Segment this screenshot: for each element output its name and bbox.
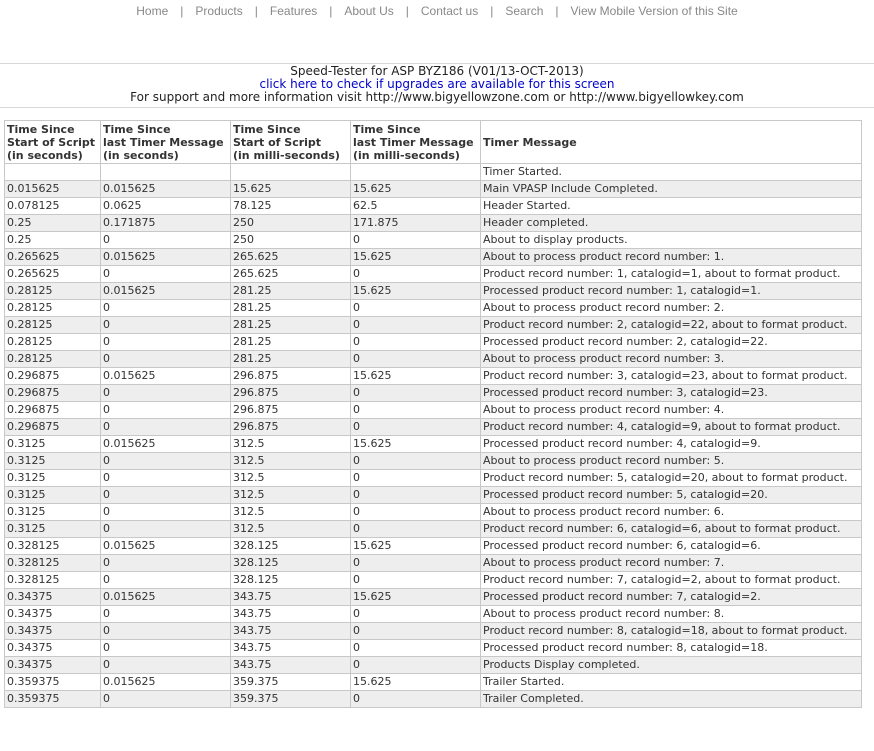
table-cell: 0.28125 bbox=[5, 351, 101, 368]
table-cell: 0.3125 bbox=[5, 470, 101, 487]
col-header-last-ms: Time Since last Timer Message (in milli-seconds) bbox=[351, 121, 481, 164]
table-cell: 0 bbox=[101, 521, 231, 538]
table-cell: 343.75 bbox=[231, 623, 351, 640]
table-cell: 0 bbox=[351, 317, 481, 334]
table-cell: 0.015625 bbox=[101, 538, 231, 555]
table-cell: Main VPASP Include Completed. bbox=[481, 181, 862, 198]
table-cell: 281.25 bbox=[231, 283, 351, 300]
nav-link-about-us[interactable]: About Us bbox=[344, 4, 394, 18]
table-cell: 0 bbox=[101, 266, 231, 283]
col-header-message: Timer Message bbox=[481, 121, 862, 164]
table-row bbox=[5, 249, 862, 266]
table-cell: 0 bbox=[101, 623, 231, 640]
table-cell: About to display products. bbox=[481, 232, 862, 249]
table-cell: 0 bbox=[101, 487, 231, 504]
table-cell: 250 bbox=[231, 232, 351, 249]
nav-separator: | bbox=[490, 4, 494, 18]
table-cell: About to process product record number: 4. bbox=[481, 402, 862, 419]
table-row bbox=[5, 657, 862, 674]
table-cell: 0.296875 bbox=[5, 419, 101, 436]
table-cell: 0.3125 bbox=[5, 521, 101, 538]
table-cell: Product record number: 5, catalogid=20, about to format product. bbox=[481, 470, 862, 487]
table-cell bbox=[5, 164, 101, 181]
table-cell: 0 bbox=[351, 657, 481, 674]
table-cell: 265.625 bbox=[231, 266, 351, 283]
table-cell: 0.015625 bbox=[101, 674, 231, 691]
table-cell: 0 bbox=[351, 402, 481, 419]
table-row bbox=[5, 555, 862, 572]
col-header-last-seconds: Time Since last Timer Message (in seconds) bbox=[101, 121, 231, 164]
table-row bbox=[5, 470, 862, 487]
table-cell: 62.5 bbox=[351, 198, 481, 215]
table-cell: Header Started. bbox=[481, 198, 862, 215]
table-row bbox=[5, 674, 862, 691]
table-cell: Processed product record number: 4, catalogid=9. bbox=[481, 436, 862, 453]
table-cell: 0 bbox=[101, 419, 231, 436]
table-cell: 0 bbox=[101, 402, 231, 419]
table-row bbox=[5, 453, 862, 470]
table-cell: 0 bbox=[101, 232, 231, 249]
table-row bbox=[5, 232, 862, 249]
table-cell: 343.75 bbox=[231, 606, 351, 623]
table-cell: Product record number: 7, catalogid=2, about to format product. bbox=[481, 572, 862, 589]
nav-link-view-mobile-version-of-this-site[interactable]: View Mobile Version of this Site bbox=[570, 4, 738, 18]
table-cell: 281.25 bbox=[231, 334, 351, 351]
table-cell: Processed product record number: 2, catalogid=22. bbox=[481, 334, 862, 351]
table-cell: Processed product record number: 6, catalogid=6. bbox=[481, 538, 862, 555]
table-row bbox=[5, 300, 862, 317]
table-cell: 0 bbox=[351, 300, 481, 317]
nav-separator: | bbox=[405, 4, 409, 18]
table-cell: 281.25 bbox=[231, 351, 351, 368]
table-cell: 312.5 bbox=[231, 504, 351, 521]
table-cell: 0 bbox=[101, 453, 231, 470]
table-cell: 0 bbox=[101, 504, 231, 521]
table-cell: 0 bbox=[101, 385, 231, 402]
table-cell: 15.625 bbox=[351, 538, 481, 555]
table-row bbox=[5, 164, 862, 181]
table-cell: 312.5 bbox=[231, 521, 351, 538]
table-cell: About to process product record number: 8. bbox=[481, 606, 862, 623]
table-cell: 0 bbox=[101, 572, 231, 589]
table-cell: 171.875 bbox=[351, 215, 481, 232]
table-row bbox=[5, 606, 862, 623]
table-cell: 0.296875 bbox=[5, 368, 101, 385]
table-row bbox=[5, 691, 862, 708]
table-cell: 0.34375 bbox=[5, 623, 101, 640]
table-cell: 0 bbox=[351, 691, 481, 708]
table-cell: 0 bbox=[351, 385, 481, 402]
table-cell: 0 bbox=[101, 351, 231, 368]
table-row bbox=[5, 521, 862, 538]
table-cell: 0 bbox=[351, 266, 481, 283]
table-cell: 343.75 bbox=[231, 657, 351, 674]
table-cell: 0 bbox=[101, 606, 231, 623]
table-cell: About to process product record number: 6. bbox=[481, 504, 862, 521]
table-row bbox=[5, 317, 862, 334]
table-cell: 312.5 bbox=[231, 453, 351, 470]
table-cell: 15.625 bbox=[351, 249, 481, 266]
table-cell: 0.34375 bbox=[5, 640, 101, 657]
table-cell: 0.25 bbox=[5, 215, 101, 232]
table-cell: 0 bbox=[351, 572, 481, 589]
table-cell: 0 bbox=[351, 232, 481, 249]
table-cell: Trailer Started. bbox=[481, 674, 862, 691]
table-body bbox=[5, 164, 862, 708]
table-cell: 265.625 bbox=[231, 249, 351, 266]
page-header bbox=[0, 64, 874, 108]
table-row bbox=[5, 538, 862, 555]
table-cell bbox=[231, 164, 351, 181]
nav-separator: | bbox=[555, 4, 559, 18]
table-cell: 0.28125 bbox=[5, 300, 101, 317]
table-cell: About to process product record number: 7. bbox=[481, 555, 862, 572]
table-cell: 0 bbox=[351, 623, 481, 640]
table-cell: 0.328125 bbox=[5, 538, 101, 555]
table-row bbox=[5, 640, 862, 657]
table-cell: Trailer Completed. bbox=[481, 691, 862, 708]
table-cell: 296.875 bbox=[231, 402, 351, 419]
table-row bbox=[5, 334, 862, 351]
table-cell: Processed product record number: 8, catalogid=18. bbox=[481, 640, 862, 657]
nav-link-contact-us[interactable]: Contact us bbox=[420, 4, 479, 18]
table-row bbox=[5, 266, 862, 283]
table-cell: 0.015625 bbox=[101, 283, 231, 300]
table-cell: 0 bbox=[351, 487, 481, 504]
table-cell: 0.3125 bbox=[5, 487, 101, 504]
table-cell: 0 bbox=[101, 470, 231, 487]
table-row bbox=[5, 402, 862, 419]
table-cell bbox=[351, 164, 481, 181]
table-cell: 78.125 bbox=[231, 198, 351, 215]
support-text: For support and more information visit http://www.bigyellowzone.com or http://www.bigyellowkey.com bbox=[130, 90, 744, 104]
table-cell: Products Display completed. bbox=[481, 657, 862, 674]
nav-separator: | bbox=[329, 4, 333, 18]
table-cell: 15.625 bbox=[351, 589, 481, 606]
table-cell: Product record number: 1, catalogid=1, about to format product. bbox=[481, 266, 862, 283]
table-cell: 281.25 bbox=[231, 300, 351, 317]
timer-table bbox=[4, 120, 862, 708]
table-row bbox=[5, 419, 862, 436]
table-cell: 0 bbox=[351, 351, 481, 368]
table-cell: 312.5 bbox=[231, 487, 351, 504]
table-row bbox=[5, 572, 862, 589]
table-cell: Product record number: 3, catalogid=23, about to format product. bbox=[481, 368, 862, 385]
table-cell: 0.3125 bbox=[5, 504, 101, 521]
table-row bbox=[5, 436, 862, 453]
table-cell: 0.328125 bbox=[5, 555, 101, 572]
table-cell: About to process product record number: 2. bbox=[481, 300, 862, 317]
table-row bbox=[5, 368, 862, 385]
table-cell: 0 bbox=[351, 419, 481, 436]
table-cell: 0 bbox=[101, 300, 231, 317]
table-cell: 0.078125 bbox=[5, 198, 101, 215]
table-cell: 0 bbox=[351, 640, 481, 657]
table-cell: Product record number: 6, catalogid=6, about to format product. bbox=[481, 521, 862, 538]
table-cell: About to process product record number: 3. bbox=[481, 351, 862, 368]
table-cell: 0.34375 bbox=[5, 589, 101, 606]
table-cell: 0.296875 bbox=[5, 385, 101, 402]
col-header-start-ms: Time Since Start of Script (in milli-seconds) bbox=[231, 121, 351, 164]
table-cell: 0.3125 bbox=[5, 436, 101, 453]
table-cell: 328.125 bbox=[231, 538, 351, 555]
table-row bbox=[5, 504, 862, 521]
table-cell: 343.75 bbox=[231, 640, 351, 657]
table-row bbox=[5, 283, 862, 300]
table-cell: 0 bbox=[101, 691, 231, 708]
table-cell: 0.359375 bbox=[5, 674, 101, 691]
table-cell: 0.015625 bbox=[101, 181, 231, 198]
table-cell: 0.015625 bbox=[101, 436, 231, 453]
table-cell: 0 bbox=[351, 334, 481, 351]
table-row bbox=[5, 487, 862, 504]
table-cell: 0 bbox=[101, 640, 231, 657]
table-cell: Timer Started. bbox=[481, 164, 862, 181]
table-cell: 0.3125 bbox=[5, 453, 101, 470]
table-cell: 0.28125 bbox=[5, 317, 101, 334]
table-cell: 0 bbox=[351, 521, 481, 538]
page-title: Speed-Tester for ASP BYZ186 (V01/13-OCT-2013) bbox=[290, 64, 584, 78]
table-cell: 15.625 bbox=[351, 368, 481, 385]
table-cell: 0.296875 bbox=[5, 402, 101, 419]
table-cell bbox=[101, 164, 231, 181]
table-cell: 312.5 bbox=[231, 436, 351, 453]
table-header-row bbox=[5, 121, 862, 164]
nav-separator: | bbox=[254, 4, 258, 18]
table-cell: 0.359375 bbox=[5, 691, 101, 708]
table-cell: Processed product record number: 7, catalogid=2. bbox=[481, 589, 862, 606]
table-cell: 312.5 bbox=[231, 470, 351, 487]
table-cell: 0.328125 bbox=[5, 572, 101, 589]
table-cell: 0.28125 bbox=[5, 334, 101, 351]
table-row bbox=[5, 385, 862, 402]
nav-link-search[interactable]: Search bbox=[505, 4, 544, 18]
table-cell: 0 bbox=[101, 334, 231, 351]
nav-link-home[interactable]: Home bbox=[136, 4, 169, 18]
table-cell: 15.625 bbox=[351, 436, 481, 453]
table-cell: 0.34375 bbox=[5, 606, 101, 623]
table-cell: Product record number: 8, catalogid=18, about to format product. bbox=[481, 623, 862, 640]
table-cell: 0 bbox=[351, 504, 481, 521]
table-cell: Product record number: 4, catalogid=9, about to format product. bbox=[481, 419, 862, 436]
table-cell: 0.015625 bbox=[101, 368, 231, 385]
nav-links bbox=[0, 4, 874, 18]
table-cell: 0.015625 bbox=[5, 181, 101, 198]
table-cell: 15.625 bbox=[351, 674, 481, 691]
table-cell: 0.265625 bbox=[5, 249, 101, 266]
table-cell: 296.875 bbox=[231, 419, 351, 436]
table-cell: 359.375 bbox=[231, 691, 351, 708]
table-cell: 0 bbox=[101, 555, 231, 572]
top-navigation bbox=[0, 0, 874, 64]
nav-separator: | bbox=[180, 4, 184, 18]
table-cell: 0.0625 bbox=[101, 198, 231, 215]
table-row bbox=[5, 589, 862, 606]
table-cell: 0.34375 bbox=[5, 657, 101, 674]
table-cell: 15.625 bbox=[351, 283, 481, 300]
table-cell: 0 bbox=[351, 453, 481, 470]
table-row bbox=[5, 198, 862, 215]
table-cell: 296.875 bbox=[231, 368, 351, 385]
table-cell: Header completed. bbox=[481, 215, 862, 232]
table-cell: Processed product record number: 1, catalogid=1. bbox=[481, 283, 862, 300]
table-row bbox=[5, 623, 862, 640]
table-cell: 281.25 bbox=[231, 317, 351, 334]
table-cell: 0.265625 bbox=[5, 266, 101, 283]
table-cell: 0.25 bbox=[5, 232, 101, 249]
table-cell: 15.625 bbox=[231, 181, 351, 198]
table-cell: Processed product record number: 5, catalogid=20. bbox=[481, 487, 862, 504]
table-cell: 343.75 bbox=[231, 589, 351, 606]
table-cell: 0.28125 bbox=[5, 283, 101, 300]
table-cell: 15.625 bbox=[351, 181, 481, 198]
table-cell: 0.171875 bbox=[101, 215, 231, 232]
table-row bbox=[5, 351, 862, 368]
table-cell: About to process product record number: 1. bbox=[481, 249, 862, 266]
table-cell: 328.125 bbox=[231, 555, 351, 572]
table-cell: 0 bbox=[351, 555, 481, 572]
table-cell: 0 bbox=[351, 470, 481, 487]
nav-link-products[interactable]: Products bbox=[195, 4, 243, 18]
table-row bbox=[5, 181, 862, 198]
table-cell: Processed product record number: 3, catalogid=23. bbox=[481, 385, 862, 402]
nav-link-features[interactable]: Features bbox=[269, 4, 318, 18]
col-header-start-seconds: Time Since Start of Script (in seconds) bbox=[5, 121, 101, 164]
table-cell: About to process product record number: 5. bbox=[481, 453, 862, 470]
table-cell: 0.015625 bbox=[101, 589, 231, 606]
table-cell: 0 bbox=[351, 606, 481, 623]
table-cell: Product record number: 2, catalogid=22, about to format product. bbox=[481, 317, 862, 334]
upgrade-check-link[interactable]: click here to check if upgrades are available for this screen bbox=[259, 77, 615, 91]
table-cell: 0 bbox=[101, 317, 231, 334]
table-cell: 250 bbox=[231, 215, 351, 232]
table-cell: 0.015625 bbox=[101, 249, 231, 266]
table-cell: 359.375 bbox=[231, 674, 351, 691]
table-cell: 328.125 bbox=[231, 572, 351, 589]
table-cell: 0 bbox=[101, 657, 231, 674]
table-cell: 296.875 bbox=[231, 385, 351, 402]
table-row bbox=[5, 215, 862, 232]
